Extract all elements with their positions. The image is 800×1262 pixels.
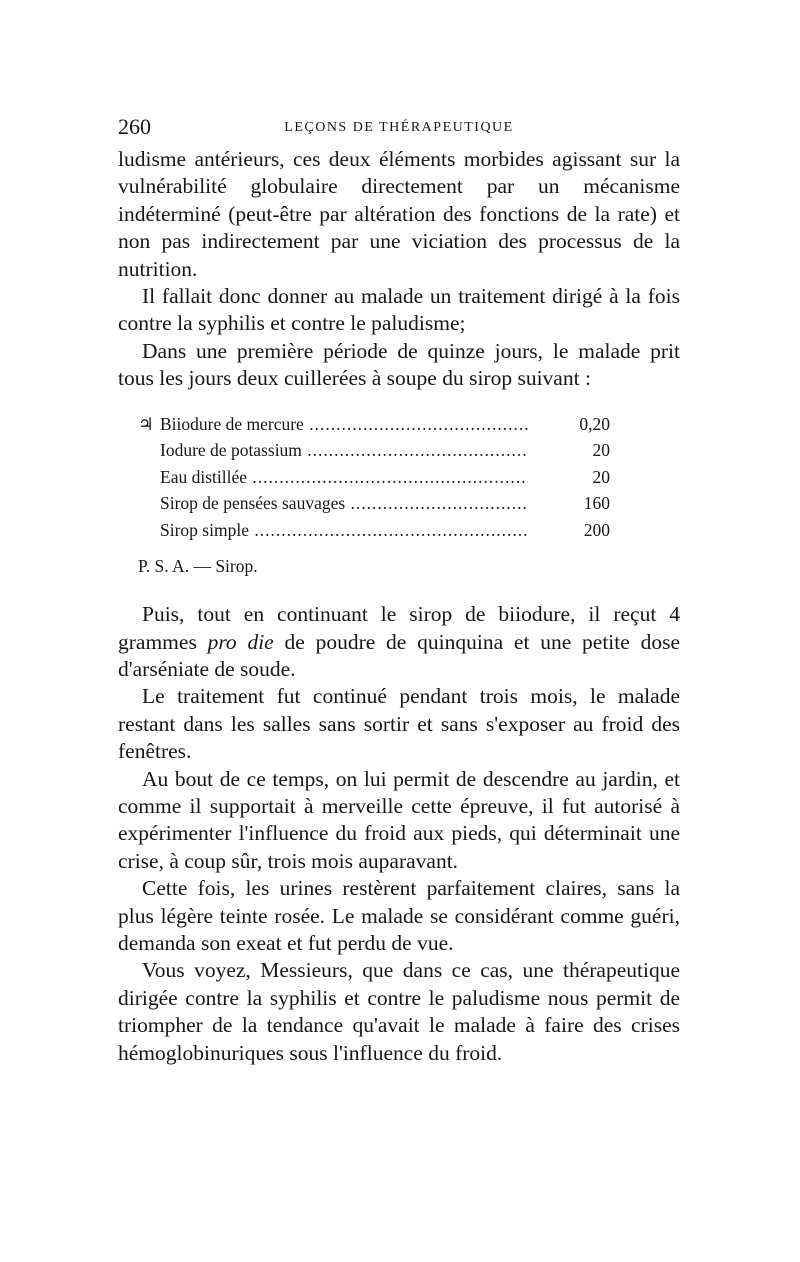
quinquina-text-italic: pro die — [207, 629, 274, 654]
recipe-ingredient: Iodure de potassium ..... — [160, 437, 528, 464]
paragraph-quinquina — [118, 601, 680, 683]
paragraph-garden: Au bout de ce temps, on lui permit de descendre au jardin, et comme il supportait à merveille cette épreuve, il fut autorisé à expérimenter l'influence du froid aux pieds, qui déterminait une crise, à coup sûr, trois mois auparavant. — [118, 766, 680, 873]
paragraph-urines: Cette fois, les urines restèrent parfaitement claires, sans la plus légère teinte rosée. Le malade se considérant comme guéri, demanda son exeat et fut perdu de vue. — [118, 876, 680, 956]
paragraph-first-period: Dans une première période de quinze jours, le malade prit tous les jours deux cuillerées à soupe du sirop suivant : — [118, 338, 680, 391]
recipe-footer: P. S. A. — Sirop. — [138, 556, 258, 577]
recipe-quantity: 160 — [583, 493, 610, 514]
paragraph-conclusion: Vous voyez, Messieurs, que dans ce cas, une thérapeutique dirigée contre la syphilis et contre le paludisme nous permit de triompher de la tendance qu'avait le malade à faire des crises hémoglobinuriques sous l'influence du froid. — [118, 958, 680, 1065]
body-text-continued — [118, 601, 680, 1067]
page-number: 260 — [118, 114, 151, 139]
running-head — [118, 112, 680, 146]
recipe-sign-icon: ♃ — [138, 413, 154, 434]
recipe-row — [118, 464, 680, 491]
recipe-row — [118, 437, 680, 464]
recipe-row — [118, 490, 680, 517]
recipe-ingredient: Sirop de pensées sauvages ..... — [160, 490, 528, 517]
body-text — [118, 146, 680, 393]
quinquina-text-start: Puis, tout en continuant le sirop de biiodure, il reçut 4 grammes — [118, 602, 680, 654]
paragraph-continuation: ludisme antérieurs, ces deux éléments morbides agissant sur la vulnérabilité globulaire directement par un mécanisme indéterminé (peut-être par altération des fonctions de la rate) et non pas indirectement par une viciation des processus de la nutrition. — [118, 147, 680, 281]
running-title: LEÇONS DE THÉRAPEUTIQUE — [284, 120, 514, 135]
recipe-block — [118, 411, 680, 544]
recipe-ingredient: Biiodure de mercure ..... — [160, 411, 528, 438]
quinquina-text-end: de poudre de quinquina et une petite dose d'arséniate de soude. — [118, 629, 680, 681]
recipe-row — [118, 411, 680, 438]
recipe-quantity: 0,20 — [579, 413, 610, 434]
recipe-quantity: 20 — [592, 440, 610, 461]
recipe-ingredient: Sirop simple ..... — [160, 517, 528, 544]
recipe-quantity: 200 — [583, 519, 610, 540]
recipe-ingredient: Eau distillée ..... — [160, 464, 528, 491]
paragraph-three-months: Le traitement fut continué pendant trois mois, le malade restant dans les salles sans sortir et sans s'exposer au froid des fenêtres. — [118, 684, 680, 764]
recipe-row — [118, 517, 680, 544]
recipe-quantity: 20 — [592, 466, 610, 487]
paragraph-treatment: Il fallait donc donner au malade un traitement dirigé à la fois contre la syphilis et contre le paludisme; — [118, 284, 680, 336]
book-page — [118, 112, 680, 1067]
